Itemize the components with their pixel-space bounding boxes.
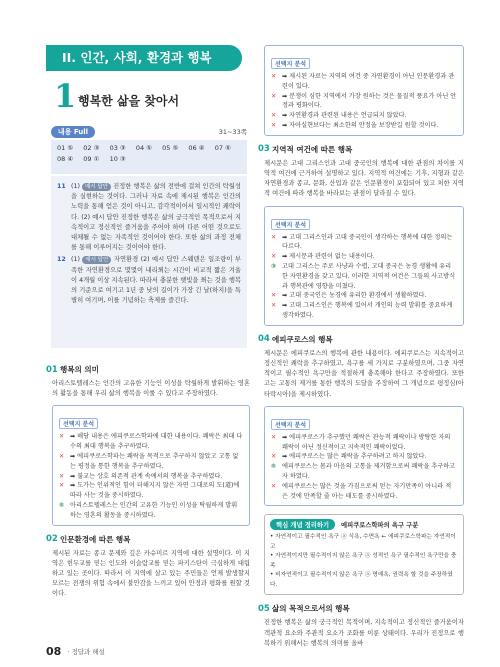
- right-column: [258, 45, 464, 655]
- answer-tag: 예시 답안: [82, 183, 111, 191]
- answer-item: 08 ④: [57, 154, 74, 163]
- analysis-text: ➡ 에피쿠로스학파는 쾌락을 목적으로 추구하지 않았고 고통 없는 평정을 통한 행복을 추구하였다.: [70, 453, 239, 470]
- analysis-item: [59, 501, 243, 521]
- analysis-text: 에피쿠로스는 몸과 마음의 고통을 제거함으로써 쾌락을 추구하고자 하였다.: [282, 463, 456, 480]
- section-body: 제시문은 고대 그리스인과 고대 중국인의 행복에 대한 관점의 차이를 지역적 여건에 근거하여 설명하고 있다. 지역적 여건에는 기후, 지형과 같은 자연환경과 종교, 문화, 산업과 같은 인문환경이 포함되어 있고 처한 지역적 여건에 따라 행복을 바라보는 관점이 달라질 수 있다.: [264, 159, 464, 198]
- page-range: 31~33쪽: [218, 128, 247, 136]
- analysis-item: [271, 301, 457, 321]
- essay-number: 12: [57, 256, 66, 264]
- answer-key: [51, 140, 247, 174]
- analysis-item: [271, 462, 457, 482]
- footer-label: · 정답과 해설: [67, 648, 105, 656]
- section-heading: [258, 334, 464, 345]
- section-body: 진정한 행복은 삶의 궁극적인 목적이며, 지속적이고 정신적인 즐거움이자 객관적 요소와 주관적 요소가 조화를 이룬 상태이다. 우리가 진정으로 행복하기 위해서는 행복의 의미를 올바: [264, 619, 464, 647]
- key-concept-box: [264, 514, 464, 595]
- choice-analysis: [264, 406, 464, 507]
- answer-item: 09 ①: [83, 154, 100, 163]
- choice-analysis: [52, 405, 250, 525]
- correct-mark-icon: ⑤: [271, 463, 277, 471]
- analysis-text: ➡ 자아실현보다는 최소한의 안정을 보장받길 원할 것이다.: [282, 121, 439, 129]
- wrong-mark-icon: ✕: [59, 453, 65, 460]
- analysis-text: ➡ 고대 중국인은 농경에 유리한 환경에서 생활하였다.: [282, 292, 427, 300]
- section-number: 04: [258, 334, 270, 345]
- answer-item: 10 ③: [109, 154, 126, 163]
- section-heading: [258, 144, 464, 155]
- wrong-mark-icon: ✕: [59, 433, 65, 441]
- analysis-item: [59, 432, 243, 452]
- content-header: [51, 126, 247, 138]
- unit-header: II. 인간, 사회, 환경과 행복: [46, 45, 242, 71]
- essay-item: [57, 255, 241, 306]
- analysis-item: [271, 262, 457, 291]
- analysis-label: 선택지 분석: [271, 219, 310, 230]
- analysis-text: ➡ 제시문과 관련이 없는 내용이다.: [282, 253, 375, 261]
- answer-item: 05 ⑤: [162, 144, 179, 152]
- essay-text: (1) 예시 답안 자연환경 (2) 예시 답안 스웨덴은 일조량이 부족한 자연환경으로 몇몇이 내리쬐는 시간이 비교적 짧은 겨울이 4개월 이상 지속된다. 따라서 충분한 햇빛을 쬐는 것을 행복의 기준으로 여기고 1년 중 낮의 길이가 가장 긴 날(하지)을 특별히 여기며, 이를 기념하는 축제를 즐긴다.: [71, 256, 242, 305]
- wrong-mark-icon: ✕: [271, 92, 277, 100]
- key-concept-row: • 자연적이고 필수적인 욕구 ⓐ 식욕, 수면욕 ← 에피쿠로스학파는 자연적이고: [270, 534, 456, 550]
- analysis-text: ➡ 도가는 인위적인 힘이 더해지지 않은 자연 그대로의 도(道)에 따라 사는 것을 중시하였다.: [70, 482, 240, 500]
- wrong-mark-icon: ✕: [271, 121, 277, 129]
- lesson-title: 행복한 삶을 찾아서: [78, 94, 180, 108]
- answer-grid: [57, 143, 241, 164]
- answer-item: 02 ③: [83, 144, 100, 152]
- section-title: 지역적 여건에 따른 행복: [272, 144, 353, 154]
- correct-mark-icon: ⑤: [59, 501, 65, 509]
- analysis-item: [59, 481, 243, 501]
- analysis-item: [59, 472, 243, 482]
- section-title: 행복의 의미: [60, 365, 99, 374]
- analysis-label: 선택지 분석: [271, 58, 310, 69]
- analysis-text: 아리스토텔레스는 인간의 고유한 기능인 이성을 탁월하게 발휘하는 영혼의 활동을 중시하였다.: [70, 501, 238, 519]
- analysis-text: ➡ 해당 내용은 에피쿠로스학파에 대한 내용이다. 쾌락은 최대 다수의 최대 행복을 추구하였다.: [70, 433, 243, 451]
- analysis-text: ➡ 에피쿠로스가 추구했던 쾌락은 관능적 쾌락이나 방탕한 자의 쾌락이 아닌 정신적이고 지속적인 쾌락이었다.: [282, 433, 451, 451]
- analysis-list: [271, 72, 457, 131]
- lesson-number: 1: [54, 77, 77, 115]
- answer-item: 07 ⑤: [214, 144, 231, 152]
- analysis-item: [271, 482, 457, 502]
- correct-mark-icon: ③: [271, 262, 277, 270]
- answer-item: 03 ③: [109, 144, 126, 152]
- key-concept-pill: 핵심 개념 정리하기: [270, 519, 335, 530]
- wrong-mark-icon: ✕: [271, 253, 277, 261]
- analysis-item: [271, 252, 457, 262]
- essay-answers: [51, 176, 247, 348]
- content-pill: 내용 Full: [51, 126, 95, 138]
- section-title: 에피쿠로스의 행복: [272, 334, 333, 344]
- section-title: 삶의 목적으로서의 행복: [272, 604, 350, 614]
- key-concept-title: 에피쿠로스학파의 욕구 구분: [341, 522, 419, 530]
- wrong-mark-icon: ✕: [271, 433, 277, 441]
- analysis-list: [271, 233, 457, 321]
- section-title: 인문환경에 따른 행복: [60, 534, 131, 544]
- section-heading: [46, 534, 250, 545]
- analysis-item: [271, 433, 457, 453]
- page-footer: [46, 645, 105, 658]
- essay-item: [57, 182, 241, 253]
- analysis-label: 선택지 분석: [271, 419, 310, 430]
- analysis-text: ➡ 제시된 자료는 지역의 여건 중 자연환경이 아닌 인문환경과 관련이 있다.: [282, 73, 455, 90]
- choice-analysis: [264, 206, 464, 326]
- wrong-mark-icon: ✕: [59, 472, 65, 480]
- wrong-mark-icon: ✕: [271, 302, 277, 310]
- key-concept-row: • 비자연적이고 필수적이지 않은 욕구 ⓐ 명예욕, 권력욕 할 것을 주장하였다.: [270, 572, 453, 588]
- answer-item: 06 ④: [188, 144, 205, 152]
- section-number: 05: [258, 603, 270, 614]
- analysis-list: [59, 432, 243, 520]
- section-body: 아리스토텔레스는 인간의 고유한 기능인 이성을 탁월하게 발휘하는 영혼의 활동을 통해 우리 삶의 행복을 이룰 수 있다고 주장하였다.: [52, 380, 250, 398]
- wrong-mark-icon: ✕: [271, 73, 277, 80]
- analysis-text: ➡ 고대 그리스인은 행복에 있어서 개인의 능력 발휘를 중요하게 생각하였다.: [282, 302, 453, 319]
- wrong-mark-icon: ✕: [271, 112, 277, 120]
- essay-text: (1) 예시 답안 진정한 행복은 삶의 전반에 걸쳐 인간의 탁월성을 실현하는 것이다. 그러나 자료 속에 제시된 행복은 인간의 노력을 통해 얻은 것이 아니고, 감각적이어서 일시적인 쾌락이다. (2) 예시 답안 진정한 행복은 삶의 궁극적인 목적으로서 지속적이고 정신적인 즐거움을 주어야 하며 다른 어떤 것으로도 대체될 수 없는 자족적인 것이어야 한다. 또한 삶의 과정 전체를 통해 이루어지는 것이어야 한다.: [71, 183, 241, 252]
- analysis-item: [271, 233, 457, 253]
- analysis-item: [271, 452, 457, 462]
- section-number: 03: [258, 144, 270, 155]
- analysis-text: 에피쿠로스는 많은 것을 가짐으로써 얻는 자기만족이 아니라 적은 것에 만족할 줄 아는 태도를 중시하였다.: [282, 482, 452, 500]
- analysis-item: [271, 92, 457, 112]
- analysis-item: [59, 452, 243, 472]
- wrong-mark-icon: ✕: [271, 453, 277, 461]
- answer-item: 04 ⑤: [135, 144, 153, 152]
- wrong-mark-icon: ✕: [271, 292, 277, 300]
- choice-analysis: [264, 45, 464, 136]
- answer-item: 01 ⑤: [57, 144, 74, 152]
- wrong-mark-icon: ✕: [271, 482, 277, 490]
- analysis-item: [271, 72, 457, 92]
- section-body: 제시된 자료는 종교 문제와 깊은 카슈미르 지역에 대한 설명이다. 이 지역은 힌두교를 믿는 인도와 이슬람교를 믿는 파키스탄이 극심하게 대립하고 있는 곳이다. 따라서 이 지역에 살고 있는 주민들은 언제 발생할지 모르는 전쟁의 위험 속에서 불안감을 느끼고 있어 안정과 평화를 원할 것이다.: [52, 549, 250, 598]
- analysis-text: ➡ 불교는 상호 의존적 관계 속에서의 행복을 추구하였다.: [70, 472, 223, 480]
- essay-number: 11: [57, 183, 66, 190]
- left-column: [46, 364, 250, 606]
- section-body: 제시문은 에피쿠로스의 행복에 관한 내용이다. 에피쿠로스는 지속적이고 정신적인 쾌락을 추구하였고, 욕구를 세 가지로 구분하였으며, 그중 자연적이고 필수적인 욕구만을 적절하게 충족해야 한다고 주장하였다. 또한 고는 고통의 제거를 통한 행복의 도달을 주장하여 그 개념으로 평정심(아타락시아)을 제시하였다.: [264, 349, 464, 398]
- key-concept-header: [270, 519, 458, 530]
- analysis-item: [271, 121, 457, 131]
- analysis-list: [271, 433, 457, 502]
- analysis-label: 선택지 분석: [59, 418, 98, 429]
- analysis-item: [271, 111, 457, 121]
- analysis-text: 고대 그리스는 주로 사냥과 수렵, 고대 중국은 농경 생활에 유리한 자연환경을 갖고 있다. 이러한 지역적 여건은 그들의 사고방식과 행복관에 영향을 미쳤다.: [282, 262, 456, 290]
- analysis-text: ➡ 고대 그리스인과 고대 중국인이 생각하는 행복에 대한 정의는 다르다.: [282, 233, 453, 251]
- analysis-item: [271, 291, 457, 301]
- section-heading: [46, 364, 250, 375]
- analysis-text: ➡ 에피쿠로스는 많은 쾌락을 추구하려고 하지 않았다.: [282, 453, 427, 461]
- section-heading: [258, 603, 464, 614]
- analysis-text: ➡ 분쟁이 심한 지역에서 가장 원하는 것은 물질적 풍요가 아닌 안정과 평화이다.: [282, 92, 457, 110]
- answer-tag: 예시 답안: [82, 256, 111, 264]
- wrong-mark-icon: ✕: [59, 482, 65, 490]
- section-number: 01: [46, 364, 58, 375]
- wrong-mark-icon: ✕: [271, 233, 277, 241]
- section-number: 02: [46, 534, 58, 545]
- analysis-text: ➡ 자연환경과 관련된 내용은 언급되지 않았다.: [282, 112, 407, 120]
- page-number: 08: [46, 645, 62, 658]
- key-concept-row: • 자연적이지만 필수적이지 않은 욕구 ⓐ 성적인 욕구 필수적인 욕구만을 충족: [270, 553, 457, 569]
